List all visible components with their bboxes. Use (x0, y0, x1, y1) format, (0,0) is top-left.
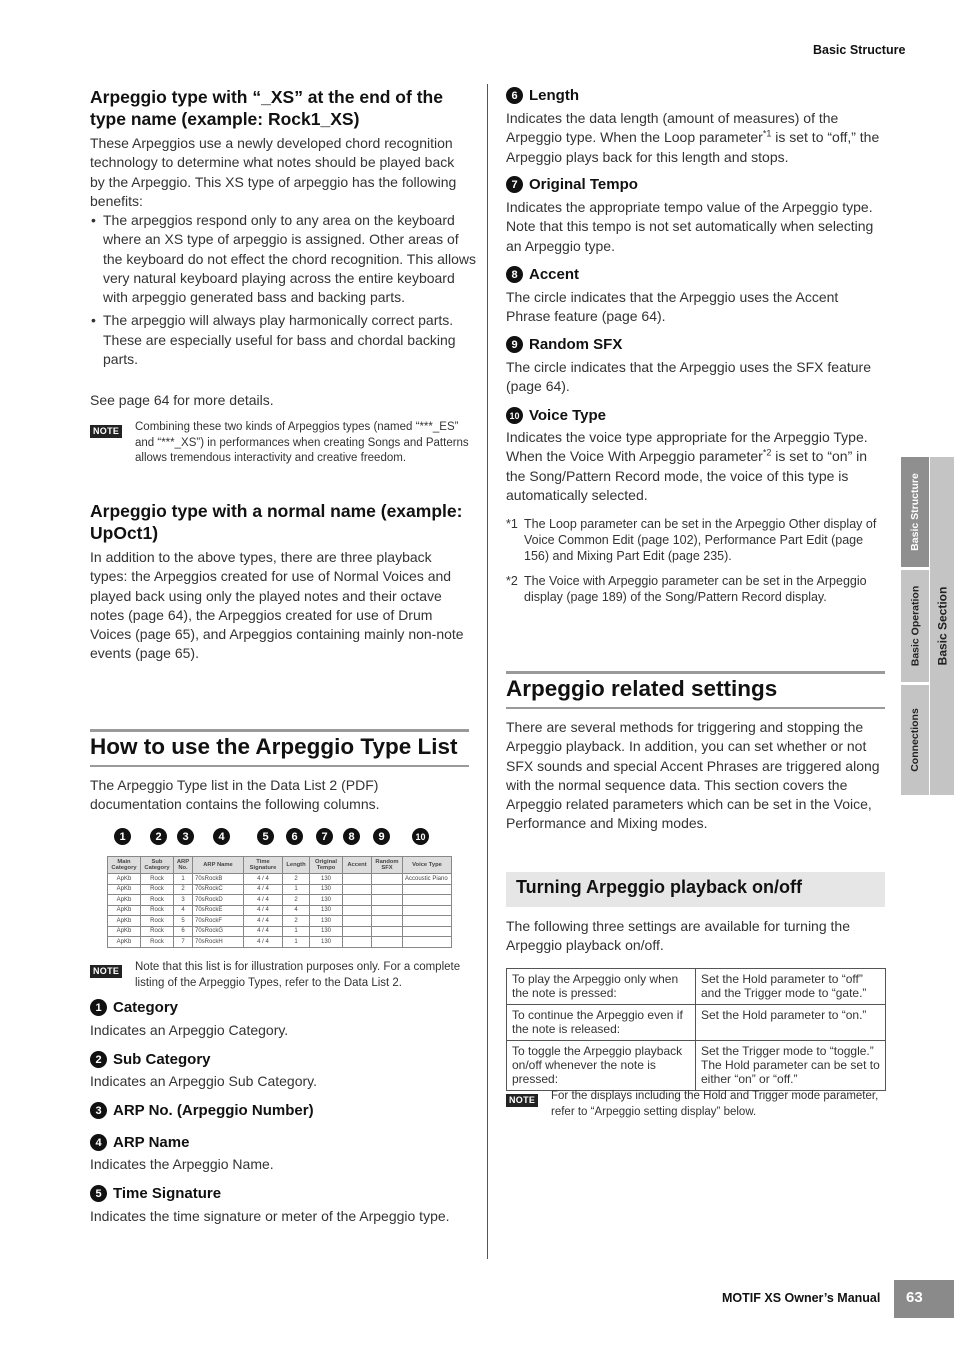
number-10-icon: 10 (506, 407, 523, 424)
running-header: Basic Structure (813, 43, 906, 57)
item-length-title (506, 87, 579, 104)
table-cell: 70sRockG (193, 926, 244, 937)
table-row (507, 1005, 886, 1041)
manual-title: MOTIF XS Owner’s Manual (722, 1291, 881, 1305)
table-header: Random SFX (372, 857, 403, 874)
footnote-mark: *2 (506, 574, 518, 588)
table-cell: Rock (141, 905, 174, 916)
section-rule-top (90, 729, 469, 732)
section-tab-basic-section[interactable]: Basic Section (930, 457, 954, 795)
table-cell (343, 926, 372, 937)
item-tempo-title (506, 176, 638, 193)
howto-body: The Arpeggio Type list in the Data List 2 (PDF) documentation contains the following columns. (90, 777, 380, 813)
table-cell: To toggle the Arpeggio playback on/off whenever the note is pressed: (507, 1041, 696, 1091)
howto-title: How to use the Arpeggio Type List (90, 734, 458, 759)
item-tempo-desc: Indicates the appropriate tempo value of the Arpeggio type. Note that this tempo is not set automatically when selecting an Arpeggio type. (506, 199, 874, 254)
table-cell: 130 (310, 895, 343, 906)
item-title: Accent (529, 266, 580, 283)
table-cell: 4 / 4 (244, 884, 283, 895)
settings-note-text: For the displays including the Hold and Trigger mode parameter, refer to “Arpeggio setting display” below. (551, 1090, 879, 1118)
table-cell (343, 916, 372, 927)
item-subcategory-title (90, 1051, 211, 1068)
list-item: • The arpeggios respond only to any area on the keyboard where an XS type of arpeggio is assigned. Other areas of the keyboard do not effect the chord recognition. This allows very natural keyboard playing across the entire keyboard with arpeggio generated bass and backing parts. (103, 211, 481, 307)
table-cell (372, 874, 403, 885)
table-header: Accent (343, 857, 372, 874)
table-cell (403, 884, 452, 895)
item-title: Original Tempo (529, 176, 638, 193)
table-cell: 3 (174, 895, 193, 906)
item-timesig-title (90, 1185, 221, 1202)
table-cell: 130 (310, 926, 343, 937)
section-rule-bottom (90, 765, 469, 767)
table-cell (403, 905, 452, 916)
callout-1: 1 (114, 828, 131, 845)
number-9-icon: 9 (506, 336, 523, 353)
item-arpname-desc: Indicates the Arpeggio Name. (90, 1156, 274, 1172)
normal-heading: Arpeggio type with a normal name (example: UpOct1) (90, 501, 463, 543)
callout-5: 5 (257, 828, 274, 845)
table-cell (372, 895, 403, 906)
table-cell: ApKb (108, 884, 141, 895)
note-text: Combining these two kinds of Arpeggios types (named “***_ES” and “***_XS”) in performances when creating Songs and Patterns allows tremendous interactivity and creative freedom. (135, 421, 469, 464)
table-cell: 2 (283, 916, 310, 927)
table-cell: Set the Trigger mode to “toggle.” The Hold parameter can be set to either “on” or “off.” (696, 1041, 886, 1091)
table-cell (343, 895, 372, 906)
normal-body: In addition to the above types, there are three playback types: the Arpeggios created for use of Normal Voices and played back using only the played notes and their octave notes (page 64), the Arpeggios created for use of Drum Voices (page 65), and Arpeggios containing mainly non-note events (page 65). (90, 549, 464, 662)
number-4-icon: 4 (90, 1134, 107, 1151)
callout-7: 7 (316, 828, 333, 845)
note-block (90, 421, 470, 464)
table-cell (372, 926, 403, 937)
table-cell (343, 937, 372, 948)
table-cell (403, 895, 452, 906)
table-header: Original Tempo (310, 857, 343, 874)
number-5-icon: 5 (90, 1185, 107, 1202)
list-item: • The arpeggio will always play harmonically correct parts. These are especially useful for bass and chordal backing parts. (103, 311, 481, 369)
table-cell: 1 (283, 937, 310, 948)
table-cell: 70sRockH (193, 937, 244, 948)
number-2-icon: 2 (90, 1051, 107, 1068)
table-row (108, 905, 452, 916)
footnote-mark: *1 (506, 517, 518, 531)
table-cell: 70sRockC (193, 884, 244, 895)
item-sfx-desc: The circle indicates that the Arpeggio uses the SFX feature (page 64). (506, 359, 871, 395)
number-6-icon: 6 (506, 87, 523, 104)
xs-benefit-list (90, 211, 481, 373)
table-cell: 4 / 4 (244, 895, 283, 906)
item-voicetype-title (506, 407, 606, 424)
table-header: Voice Type (403, 857, 452, 874)
table-cell: Rock (141, 916, 174, 927)
table-cell: To play the Arpeggio only when the note is pressed: (507, 969, 696, 1005)
item-title: Random SFX (529, 336, 623, 353)
table-cell (372, 937, 403, 948)
item-category-desc: Indicates an Arpeggio Category. (90, 1022, 289, 1038)
table-cell (372, 916, 403, 927)
table-row (507, 969, 886, 1005)
table-cell: 7 (174, 937, 193, 948)
table-cell: 4 (174, 905, 193, 916)
item-category-title (90, 999, 178, 1016)
table-cell: Rock (141, 895, 174, 906)
table-row (108, 884, 452, 895)
table-note-text: Note that this list is for illustration purposes only. For a complete listing of the Arpeggio Types, refer to the Data List 2. (135, 961, 461, 989)
number-1-icon: 1 (90, 999, 107, 1016)
item-voicetype-desc: Indicates the voice type appropriate for the Arpeggio Type. When the Voice With Arpeggio parameter$^{*2}$ is set to “on” in the Song/Pattern Record mode, the voice of this type is automatically selected. (506, 429, 868, 503)
table-header: Time Signature (244, 857, 283, 874)
table-cell: 1 (283, 884, 310, 895)
table-row (108, 937, 452, 948)
item-subcategory-desc: Indicates an Arpeggio Sub Category. (90, 1073, 318, 1089)
number-8-icon: 8 (506, 266, 523, 283)
table-cell: ApKb (108, 874, 141, 885)
callout-8: 8 (343, 828, 360, 845)
table-cell: 130 (310, 916, 343, 927)
item-sfx-title (506, 336, 622, 353)
table-cell: 2 (283, 895, 310, 906)
table-cell: Rock (141, 937, 174, 948)
number-7-icon: 7 (506, 176, 523, 193)
table-cell: ApKb (108, 926, 141, 937)
table-row (108, 916, 452, 927)
table-cell: 4 (283, 905, 310, 916)
table-cell: 4 / 4 (244, 905, 283, 916)
xs-heading: Arpeggio type with “_XS” at the end of the type name (example: Rock1_XS) (90, 87, 443, 129)
table-cell: ApKb (108, 916, 141, 927)
callout-3: 3 (177, 828, 194, 845)
item-title: Time Signature (113, 1185, 222, 1202)
note-icon: NOTE (506, 1094, 538, 1107)
table-header: ARP No. (174, 857, 193, 874)
footnote-text: The Loop parameter can be set in the Arpeggio Other display of Voice Common Edit (page 102), Performance Part Edit (page 156) and Mixing Part Edit (page 235). (524, 517, 877, 563)
table-cell: Set the Hold parameter to “off” and the Trigger mode to “gate.” (696, 969, 886, 1005)
table-cell: 2 (283, 874, 310, 885)
note-icon: NOTE (90, 425, 122, 438)
table-header: Main Category (108, 857, 141, 874)
xs-see-more: See page 64 for more details. (90, 392, 274, 408)
table-cell (403, 926, 452, 937)
table-cell: Rock (141, 884, 174, 895)
tab-basic-structure[interactable]: Basic Structure (901, 457, 929, 567)
table-cell: ApKb (108, 895, 141, 906)
table-cell: 70sRockD (193, 895, 244, 906)
settings-note-block (506, 1090, 886, 1118)
table-cell: Rock (141, 874, 174, 885)
table-cell: Set the Hold parameter to “on.” (696, 1005, 886, 1041)
xs-intro: These Arpeggios use a newly developed chord recognition technology to determine what notes should be played back by the Arpeggio. This XS type of arpeggio has the following benefits: (90, 135, 457, 209)
table-cell: 70sRockB (193, 874, 244, 885)
section-rule-top (506, 671, 885, 674)
settings-body: There are several methods for triggering and stopping the Arpeggio playback. In addition, you can set whether or not SFX sounds and special Accent Phrases are triggered along with the normal sequence data. This section covers the Arpeggio related parameters which can be set in the Voice, Performance and Mixing modes. (506, 719, 880, 832)
table-cell (403, 916, 452, 927)
table-cell: 4 / 4 (244, 926, 283, 937)
number-3-icon: 3 (90, 1102, 107, 1119)
callout-6: 6 (286, 828, 303, 845)
table-cell: 130 (310, 884, 343, 895)
table-cell: To continue the Arpeggio even if the note is released: (507, 1005, 696, 1041)
table-cell: 4 / 4 (244, 916, 283, 927)
table-cell: 1 (283, 926, 310, 937)
footnote-2 (506, 573, 886, 605)
note-icon: NOTE (90, 965, 122, 978)
callout-4: 4 (213, 828, 230, 845)
column-divider (487, 84, 488, 1259)
table-cell: ApKb (108, 905, 141, 916)
table-cell: 6 (174, 926, 193, 937)
table-cell: 1 (174, 874, 193, 885)
item-title: ARP Name (113, 1134, 190, 1151)
callout-2: 2 (150, 828, 167, 845)
item-title: ARP No. (Arpeggio Number) (113, 1102, 314, 1119)
table-row (507, 1041, 886, 1091)
item-arpname-title (90, 1134, 189, 1151)
tab-basic-operation[interactable]: Basic Operation (901, 570, 929, 682)
item-title: Category (113, 999, 179, 1016)
table-cell: ApKb (108, 937, 141, 948)
footnote-text: The Voice with Arpeggio parameter can be set in the Arpeggio display (page 189) of the Song/Pattern Record display. (524, 574, 867, 604)
playback-settings-table (506, 968, 886, 1091)
arpeggio-type-table (107, 856, 452, 948)
table-cell (372, 905, 403, 916)
table-cell: 130 (310, 937, 343, 948)
page-number-box (894, 1280, 954, 1318)
table-cell (343, 905, 372, 916)
table-row (108, 926, 452, 937)
settings-title: Arpeggio related settings (506, 676, 778, 701)
table-header: ARP Name (193, 857, 244, 874)
table-note-block (90, 961, 470, 989)
table-cell: 70sRockE (193, 905, 244, 916)
turning-body: The following three settings are available for turning the Arpeggio playback on/off. (506, 918, 850, 954)
table-cell: 4 / 4 (244, 874, 283, 885)
table-cell (403, 937, 452, 948)
item-arpno-title (90, 1102, 314, 1119)
table-row (108, 895, 452, 906)
table-cell: 130 (310, 905, 343, 916)
item-accent-title (506, 266, 579, 283)
callout-10: 10 (412, 828, 429, 845)
item-title: Length (529, 87, 579, 104)
item-title: Voice Type (529, 407, 606, 424)
table-cell (343, 874, 372, 885)
table-cell: 70sRockF (193, 916, 244, 927)
table-cell: 4 / 4 (244, 937, 283, 948)
table-row (108, 874, 452, 885)
item-accent-desc: The circle indicates that the Arpeggio uses the Accent Phrase feature (page 64). (506, 289, 839, 325)
footnote-1 (506, 516, 886, 564)
table-cell: Rock (141, 926, 174, 937)
table-cell: 2 (174, 884, 193, 895)
section-rule-bottom (506, 707, 885, 709)
table-cell: Accoustic Piano (403, 874, 452, 885)
table-header: Length (283, 857, 310, 874)
table-cell: 130 (310, 874, 343, 885)
table-cell (343, 884, 372, 895)
tab-connections[interactable]: Connections (901, 685, 929, 795)
table-cell (372, 884, 403, 895)
item-title: Sub Category (113, 1051, 211, 1068)
table-header: Sub Category (141, 857, 174, 874)
item-length-desc: Indicates the data length (amount of measures) of the Arpeggio type. When the Loop parameter$^{*1}$ is set to “off,” the Arpeggio plays back for this length and stops. (506, 110, 880, 165)
turning-title: Turning Arpeggio playback on/off (516, 877, 802, 897)
table-cell: 5 (174, 916, 193, 927)
page-number: 63 (906, 1289, 923, 1306)
item-timesig-desc: Indicates the time signature or meter of the Arpeggio type. (90, 1208, 450, 1224)
callout-9: 9 (373, 828, 390, 845)
